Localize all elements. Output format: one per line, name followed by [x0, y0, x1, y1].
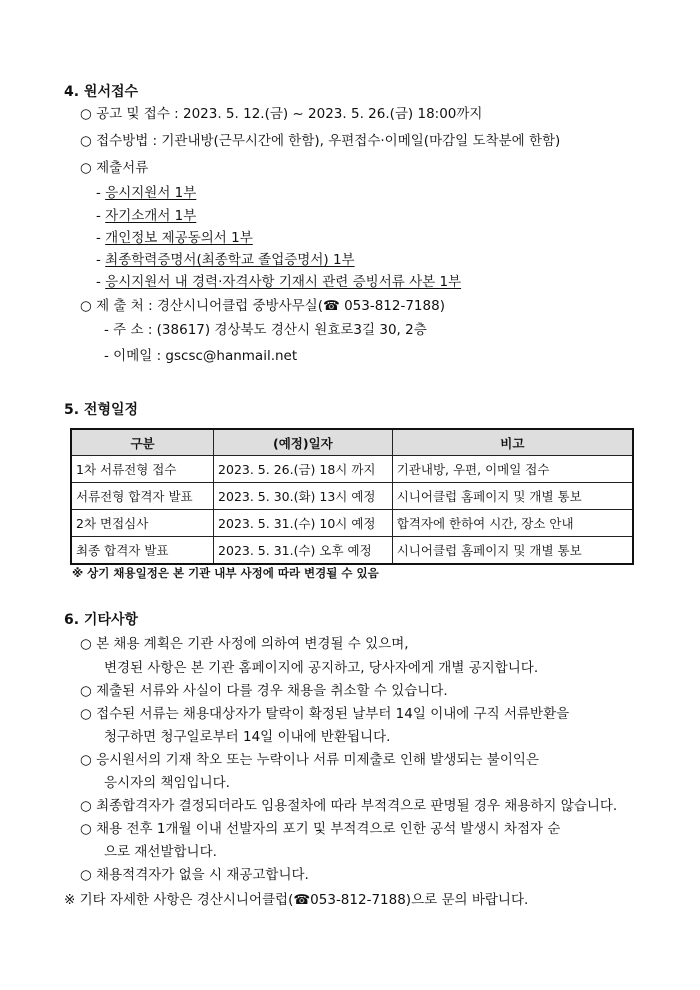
- notice-line: ○ 접수된 서류는 채용대상자가 탈락이 확정된 날부터 14일 이내에 구직 서류반환을: [80, 706, 570, 722]
- notice-line: ○ 제출된 서류와 사실이 다를 경우 채용을 취소할 수 있습니다.: [80, 683, 448, 699]
- section-4-title: 4. 원서접수: [64, 84, 139, 100]
- notice-line: 응시자의 책임입니다.: [104, 775, 230, 791]
- notice-line: ○ 최종합격자가 결정되더라도 임용절차에 따라 부적격으로 판명될 경우 채용하지 않습니다.: [80, 798, 618, 814]
- document-item: - 개인정보 제공동의서 1부: [96, 230, 253, 246]
- notice-line: 변경된 사항은 본 기관 홈페이지에 공지하고, 당사자에게 개별 공지합니다.: [104, 660, 539, 676]
- table-row: [71, 483, 633, 510]
- table-cell: 2023. 5. 26.(금) 18시 까지: [214, 456, 393, 483]
- document-item: - 응시지원서 내 경력·자격사항 기재시 관련 증빙서류 사본 1부: [96, 274, 462, 290]
- table-cell: 2023. 5. 31.(수) 오후 예정: [214, 537, 393, 565]
- table-cell: 서류전형 합격자 발표: [71, 483, 214, 510]
- schedule-note: ※ 상기 채용일정은 본 기관 내부 사정에 따라 변경될 수 있음: [72, 566, 379, 580]
- column-header: 구분: [71, 429, 214, 456]
- contact-footer: ※ 기타 자세한 사항은 경산시니어클럽(☎053-812-7188)으로 문의 바랍니다.: [64, 892, 529, 908]
- required-documents-label: ○ 제출서류: [80, 160, 149, 176]
- column-header: (예정)일자: [214, 429, 393, 456]
- document-item: - 응시지원서 1부: [96, 185, 197, 201]
- table-row: [71, 456, 633, 483]
- table-cell: 2023. 5. 30.(화) 13시 예정: [214, 483, 393, 510]
- notice-line: ○ 본 채용 계획은 기관 사정에 의하여 변경될 수 있으며,: [80, 636, 409, 652]
- table-cell: 최종 합격자 발표: [71, 537, 214, 565]
- table-header-row: [71, 429, 633, 456]
- email: - 이메일 : gscsc@hanmail.net: [104, 348, 298, 364]
- section-5-title: 5. 전형일정: [64, 402, 139, 418]
- column-header: 비고: [392, 429, 633, 456]
- table-row: [71, 510, 633, 537]
- notice-line: ○ 채용 전후 1개월 이내 선발자의 포기 및 부적격으로 인한 공석 발생시 차점자 순: [80, 821, 561, 837]
- table-cell: 합격자에 한하여 시간, 장소 안내: [392, 510, 633, 537]
- table-row: [71, 537, 633, 565]
- table-cell: 시니어클럽 홈페이지 및 개별 통보: [392, 483, 633, 510]
- notice-line: ○ 응시원서의 기재 착오 또는 누락이나 서류 미제출로 인해 발생되는 불이익은: [80, 752, 539, 768]
- notice-line: 청구하면 청구일로부터 14일 이내에 반환됩니다.: [104, 729, 391, 745]
- table-cell: 기관내방, 우편, 이메일 접수: [392, 456, 633, 483]
- reception-period: ○ 공고 및 접수 : 2023. 5. 12.(금) ~ 2023. 5. 26.(금) 18:00까지: [80, 106, 483, 122]
- table-cell: 시니어클럽 홈페이지 및 개별 통보: [392, 537, 633, 565]
- table-cell: 2023. 5. 31.(수) 10시 예정: [214, 510, 393, 537]
- notice-line: ○ 채용적격자가 없을 시 재공고합니다.: [80, 867, 309, 883]
- notice-line: 으로 재선발합니다.: [104, 844, 217, 860]
- schedule-table: [70, 428, 634, 565]
- table-cell: 1차 서류전형 접수: [71, 456, 214, 483]
- address: - 주 소 : (38617) 경상북도 경산시 원효로3길 30, 2층: [104, 322, 427, 338]
- section-6-title: 6. 기타사항: [64, 612, 139, 628]
- document-item: - 자기소개서 1부: [96, 208, 197, 224]
- table-cell: 2차 면접심사: [71, 510, 214, 537]
- reception-method: ○ 접수방법 : 기관내방(근무시간에 한함), 우편접수·이메일(마감일 도착분에 한함): [80, 133, 561, 149]
- submit-to: ○ 제 출 처 : 경산시니어클럽 중방사무실(☎ 053-812-7188): [80, 298, 445, 314]
- document-item: - 최종학력증명서(최종학교 졸업증명서) 1부: [96, 252, 355, 268]
